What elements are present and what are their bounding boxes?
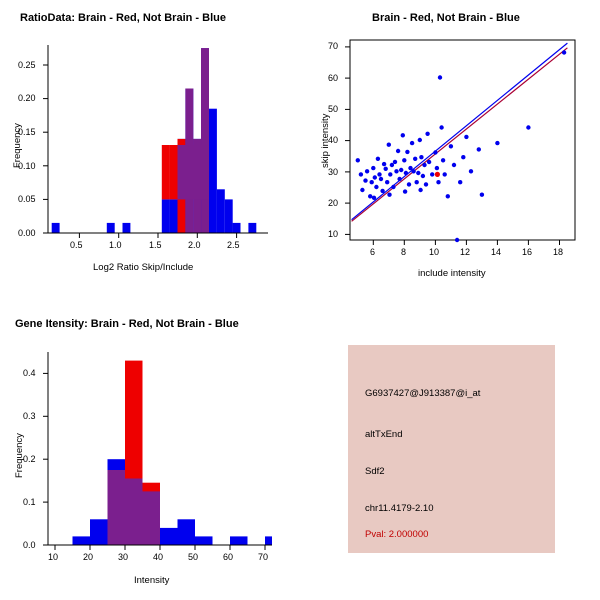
ratio-axes (43, 45, 268, 238)
scatter-xtick-2: 10 (429, 247, 440, 257)
info-pval: Pval: 2.000000 (365, 529, 429, 540)
scatter-xtick-1: 8 (401, 247, 407, 257)
scatter-xaxis-label: include intensity (418, 268, 486, 279)
scatter-xtick-3: 12 (460, 247, 471, 257)
intensity-xtick-4: 50 (188, 552, 199, 562)
ratio-xtick-3: 2.0 (188, 240, 201, 250)
scatter-red-points (435, 172, 440, 177)
intensity-xtick-5: 60 (223, 552, 234, 562)
panel-scatter (300, 0, 600, 300)
intensity-ytick-1: 0.1 (23, 497, 36, 507)
scatter-yaxis-label: skip intensity (320, 113, 331, 168)
ratio-xtick-0: 0.5 (70, 240, 83, 250)
info-locus: chr11.4179-2.10 (365, 503, 434, 514)
scatter-ytick-6: 70 (328, 41, 339, 51)
intensity-histogram-plot (0, 300, 300, 600)
intensity-yaxis-label: Frequency (14, 433, 25, 478)
scatter-blue-points (356, 50, 567, 242)
ratio-ytick-2: 0.10 (18, 161, 36, 171)
intensity-xtick-2: 30 (118, 552, 129, 562)
intensity-blue-bars (73, 459, 273, 545)
scatter-ytick-4: 50 (328, 104, 339, 114)
scatter-fit-blue (352, 43, 568, 220)
scatter-fit-red (352, 48, 568, 222)
panel-ratio-histogram (0, 0, 300, 300)
ratio-ytick-1: 0.05 (18, 194, 36, 204)
ratio-ytick-3: 0.15 (18, 127, 36, 137)
intensity-xtick-1: 20 (83, 552, 94, 562)
scatter-xtick-6: 18 (553, 247, 564, 257)
ratio-xtick-2: 1.5 (149, 240, 162, 250)
intensity-ytick-2: 0.2 (23, 454, 36, 464)
panel-intensity-histogram (0, 300, 300, 600)
ratio-ytick-5: 0.25 (18, 60, 36, 70)
ratio-histogram-plot (0, 0, 300, 300)
intensity-histogram-title: Gene Itensity: Brain - Red, Not Brain - Blue (15, 318, 239, 330)
ratio-overlap-bars (178, 48, 210, 199)
intensity-xaxis-label: Intensity (134, 575, 170, 586)
intensity-ytick-4: 0.4 (23, 368, 36, 378)
ratio-xtick-1: 1.0 (109, 240, 122, 250)
intensity-xtick-0: 10 (48, 552, 59, 562)
ratio-xaxis-label: Log2 Ratio Skip/Include (93, 262, 194, 273)
intensity-xtick-3: 40 (153, 552, 164, 562)
scatter-xtick-5: 16 (522, 247, 533, 257)
scatter-title: Brain - Red, Not Brain - Blue (372, 12, 520, 24)
ratio-yaxis-label: Frequency (12, 123, 23, 168)
info-gene-symbol: Sdf2 (365, 466, 385, 477)
intensity-ytick-0: 0.0 (23, 540, 36, 550)
ratio-blue-bars (52, 48, 257, 233)
ratio-ytick-4: 0.20 (18, 93, 36, 103)
intensity-red-bars (108, 361, 161, 545)
intensity-ytick-3: 0.3 (23, 411, 36, 421)
scatter-ytick-5: 60 (328, 73, 339, 83)
ratio-xtick-4: 2.5 (227, 240, 240, 250)
ratio-ytick-0: 0.00 (18, 228, 36, 238)
scatter-xtick-0: 6 (370, 247, 376, 257)
info-event-type: altTxEnd (365, 429, 403, 440)
info-probe-id: G6937427@J913387@i_at (365, 388, 481, 399)
scatter-ytick-2: 30 (328, 167, 339, 177)
info-panel (348, 345, 555, 553)
scatter-ytick-1: 20 (328, 198, 339, 208)
intensity-xtick-6: 70 (258, 552, 269, 562)
scatter-xtick-4: 14 (491, 247, 502, 257)
ratio-histogram-title: RatioData: Brain - Red, Not Brain - Blue (20, 12, 226, 24)
scatter-ytick-0: 10 (328, 229, 339, 239)
scatter-ytick-3: 40 (328, 135, 339, 145)
